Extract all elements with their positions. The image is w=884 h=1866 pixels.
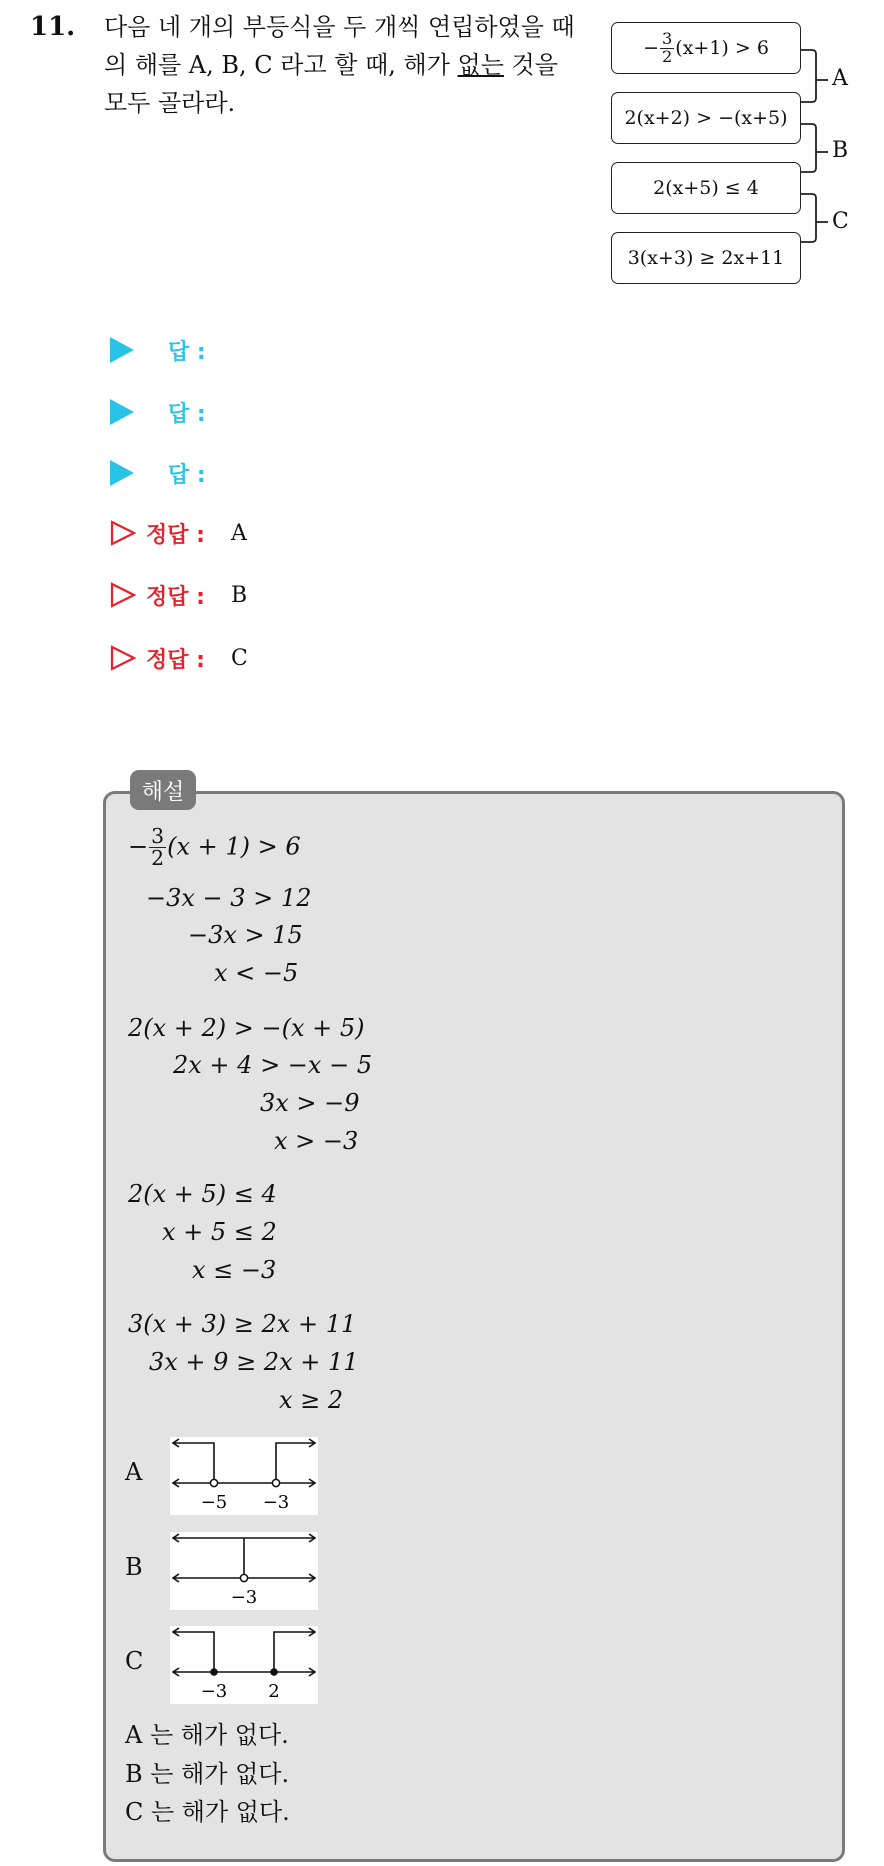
conclusion-line: A 는 해가 없다. <box>125 1721 289 1749</box>
number-line-label-b: B <box>125 1553 143 1581</box>
outline-triangle-icon <box>110 582 136 608</box>
correct-value: C <box>230 645 248 671</box>
question-text <box>104 8 584 122</box>
number-line-a <box>170 1437 318 1515</box>
ineq1-fraction <box>660 28 674 66</box>
solution-step: x < −5 <box>214 959 299 987</box>
outline-triangle-icon <box>110 645 136 671</box>
tick-label: −3 <box>230 1587 258 1608</box>
answer-row-3[interactable] <box>110 453 206 493</box>
question-text-part1: 다음 네 개의 부등식을 두 개씩 연립하였을 때의 해를 A, B, C 라고 할 때, 해가 <box>104 13 575 79</box>
solution-step: −3x − 3 > 12 <box>146 884 312 912</box>
step-numerator: 3 <box>151 824 165 848</box>
solution-step: x > −3 <box>274 1127 359 1155</box>
solution-step: x ≥ 2 <box>279 1386 344 1414</box>
step-denominator: 2 <box>151 846 165 871</box>
number-line-c <box>170 1626 318 1704</box>
tick-label: −3 <box>200 1681 228 1702</box>
correct-row-3 <box>110 638 248 678</box>
answer-label: 답 : <box>168 401 206 427</box>
correct-label: 정답 : <box>146 522 205 548</box>
answer-row-1[interactable] <box>110 330 206 370</box>
conclusion-line: B 는 해가 없다. <box>125 1760 290 1788</box>
step-sign: − <box>128 832 149 861</box>
pair-label-a: A <box>832 66 848 91</box>
number-line-b <box>170 1532 318 1610</box>
bracket-a <box>801 50 816 102</box>
bracket-b <box>801 124 816 172</box>
pair-label-c: C <box>832 209 849 234</box>
correct-label: 정답 : <box>146 584 205 610</box>
solution-step: 2(x + 2) > −(x + 5) <box>128 1014 365 1042</box>
step-rest: (x + 1) > 6 <box>167 832 301 861</box>
solution-step: x ≤ −3 <box>192 1256 277 1284</box>
question-number: 11. <box>30 12 76 42</box>
solution-step: 2x + 4 > −x − 5 <box>173 1051 373 1079</box>
solution-step: −3x > 15 <box>188 921 303 949</box>
bracket-c <box>801 194 816 242</box>
correct-value: B <box>230 582 248 608</box>
correct-label: 정답 : <box>146 647 205 673</box>
outline-triangle-icon <box>110 520 136 546</box>
inequality-box-3: 2(x+5) ≤ 4 <box>611 162 801 214</box>
inequality-box-2: 2(x+2) > −(x+5) <box>611 92 801 144</box>
conclusion-line: C 는 해가 없다. <box>125 1798 290 1826</box>
solution-step <box>128 826 301 870</box>
correct-row-1 <box>110 513 247 553</box>
solution-step: x + 5 ≤ 2 <box>162 1218 277 1246</box>
answer-label: 답 : <box>168 339 206 365</box>
tick-label: 2 <box>268 1681 280 1702</box>
number-line-label-a: A <box>125 1458 143 1486</box>
play-icon <box>110 460 134 486</box>
pair-label-b: B <box>832 138 849 163</box>
ineq1-rest: (x+1) > 6 <box>675 37 769 59</box>
number-line-label-c: C <box>125 1647 144 1675</box>
tick-label: −3 <box>262 1492 290 1513</box>
step-fraction <box>149 826 166 870</box>
explanation-tag: 해설 <box>130 770 196 810</box>
pair-brackets <box>800 40 830 270</box>
ineq1-numerator: 3 <box>662 28 673 48</box>
correct-value: A <box>230 520 247 546</box>
solution-step: 2(x + 5) ≤ 4 <box>128 1180 277 1208</box>
ineq1-denominator: 2 <box>662 46 673 66</box>
inequality-box-4: 3(x+3) ≥ 2x+11 <box>611 232 801 284</box>
answer-row-2[interactable] <box>110 392 206 432</box>
inequality-box-1 <box>611 22 801 74</box>
play-icon <box>110 337 134 363</box>
ineq1-sign: − <box>643 37 659 59</box>
question-underlined-word: 없는 <box>457 51 504 79</box>
play-icon <box>110 399 134 425</box>
correct-row-2 <box>110 575 247 615</box>
question-text-part2: 것을 모두 골라라. <box>104 51 558 117</box>
answer-label: 답 : <box>168 462 206 488</box>
solution-step: 3x > −9 <box>260 1089 360 1117</box>
tick-label: −5 <box>200 1492 228 1513</box>
solution-step: 3x + 9 ≥ 2x + 11 <box>149 1348 359 1376</box>
solution-step: 3(x + 3) ≥ 2x + 11 <box>128 1310 357 1338</box>
